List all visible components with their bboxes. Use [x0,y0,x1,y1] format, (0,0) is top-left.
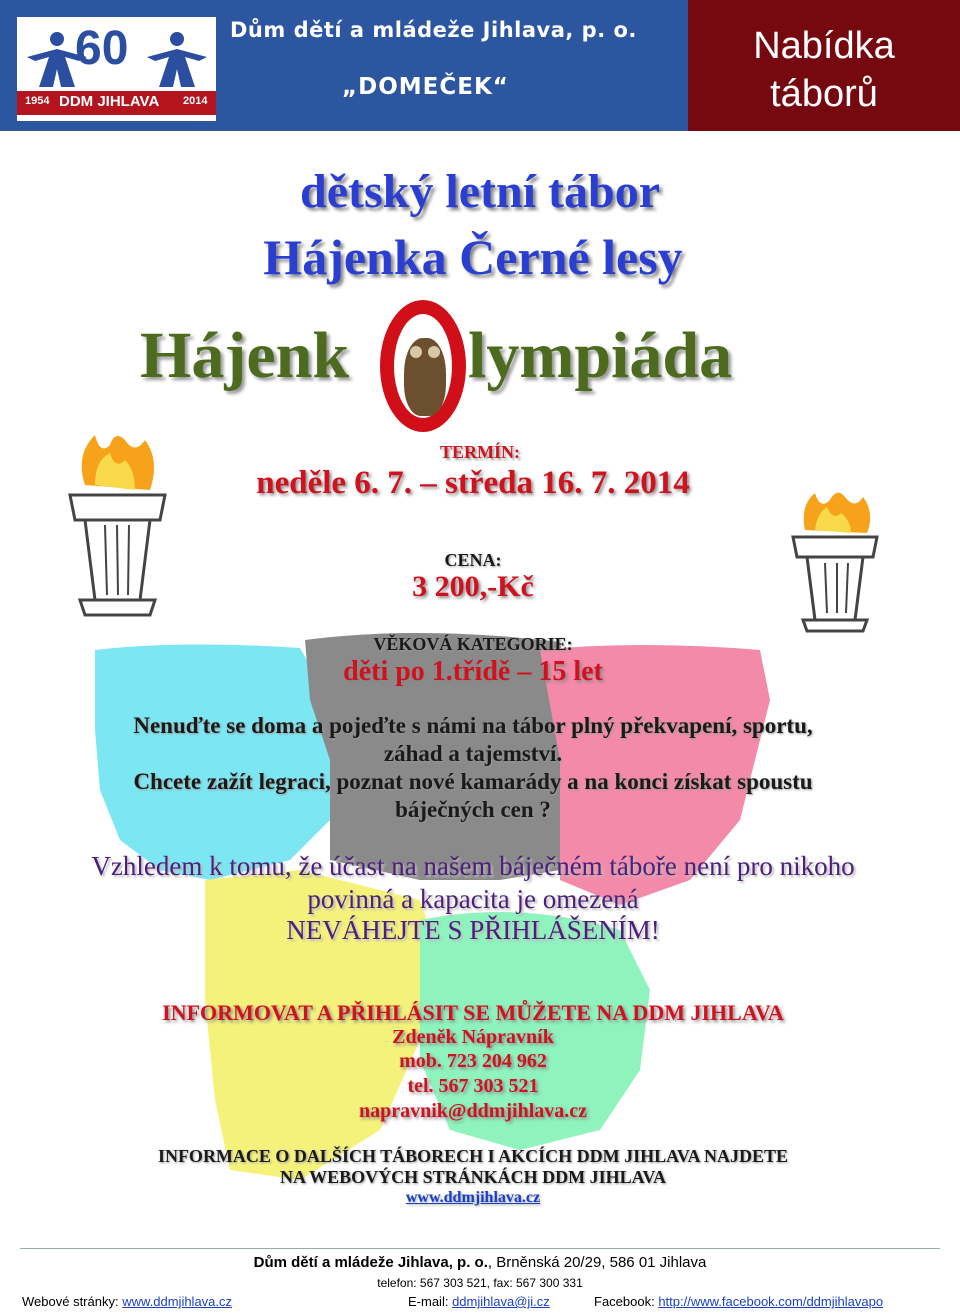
more-info-url-wrap [0,1189,946,1207]
olympiad-title-right: lympiáda [468,319,733,392]
footer-email-link[interactable]: ddmjihlava@ji.cz [452,1294,550,1309]
price-label: CENA: [444,550,502,570]
contact-mobile: mob. 723 204 962 [399,1050,547,1072]
footer-web [22,1294,232,1309]
price-value: 3 200,-Kč [412,570,534,603]
section-title-line1: Nabídka [753,25,895,67]
contact-heading: INFORMOVAT A PŘIHLÁSIT SE MŮŽETE NA DDM JIHLAVA [162,1000,784,1025]
poster-title-line2: Hájenka Černé lesy [263,229,683,285]
logo-year-end: 2014 [183,95,208,107]
age-label: VĚKOVÁ KATEGORIE: [373,634,573,654]
contact-phone: tel. 567 303 521 [407,1075,539,1097]
footer-divider [20,1248,940,1249]
capacity-line-2: povinná a kapacita je omezená [307,884,639,914]
more-info-url[interactable]: www.ddmjihlava.cz [405,1189,541,1206]
contact-name: Zdeněk Nápravník [392,1026,554,1048]
owl-icon [404,338,446,416]
invite-line-2: záhad a tajemství. [383,741,563,766]
footer-email [408,1294,550,1309]
footer-org-name: Dům dětí a mládeže Jihlava, p. o. [253,1254,488,1271]
invite-line-4: báječných cen ? [395,797,551,822]
footer-address: , Brněnská 20/29, 586 01 Jihlava [487,1254,707,1271]
footer-web-label: Webové stránky: [22,1294,123,1309]
logo-anniversary-number: 60 [75,22,129,75]
footer-phone-line: telefon: 567 303 521, fax: 567 300 331 [377,1276,583,1290]
age-value: děti po 1.třídě – 15 let [343,656,603,687]
footer-web-link[interactable]: www.ddmjihlava.cz [122,1294,233,1309]
footer-facebook-link[interactable]: http://www.facebook.com/ddmjihlavapo [658,1294,884,1309]
capacity-line-3: NEVÁHEJTE S PŘIHLÁŠENÍM! [286,915,660,945]
invite-line-1: Nenuďte se doma a pojeďte s námi na tábor plný překvapení, sportu, [133,713,813,738]
poster-title-line1: dětský letní tábor [300,165,660,218]
owl-eye-left [410,346,422,358]
olympiad-title-left: Hájenk [140,319,350,392]
footer-facebook-label: Facebook: [594,1294,659,1309]
contact-email[interactable]: napravnik@ddmjihlava.cz [358,1100,588,1122]
invite-line-3: Chcete zažít legraci, poznat nové kamarády a na konci získat spoustu [133,769,813,794]
section-title-line2: táborů [770,73,878,115]
footer-org-line [0,1254,960,1271]
term-value: neděle 6. 7. – středa 16. 7. 2014 [256,465,690,501]
footer-email-label: E-mail: [408,1294,453,1309]
more-info-line-2: NA WEBOVÝCH STRÁNKÁCH DDM JIHLAVA [279,1167,667,1187]
logo-year-start: 1954 [25,95,50,107]
logo-name: DDM JIHLAVA [59,93,160,110]
more-info-line-1: INFORMACE O DALŠÍCH TÁBORECH I AKCÍCH DDM JIHLAVA NAJDETE [157,1146,789,1166]
footer-facebook [594,1294,883,1309]
organization-nickname: „DOMEČEK“ [342,74,509,100]
owl-eye-right [428,346,440,358]
organization-name: Dům dětí a mládeže Jihlava, p. o. [230,18,637,42]
capacity-line-1: Vzhledem k tomu, že účast na našem báječném táboře není pro nikoho [91,851,855,881]
term-label: TERMÍN: [440,442,520,462]
